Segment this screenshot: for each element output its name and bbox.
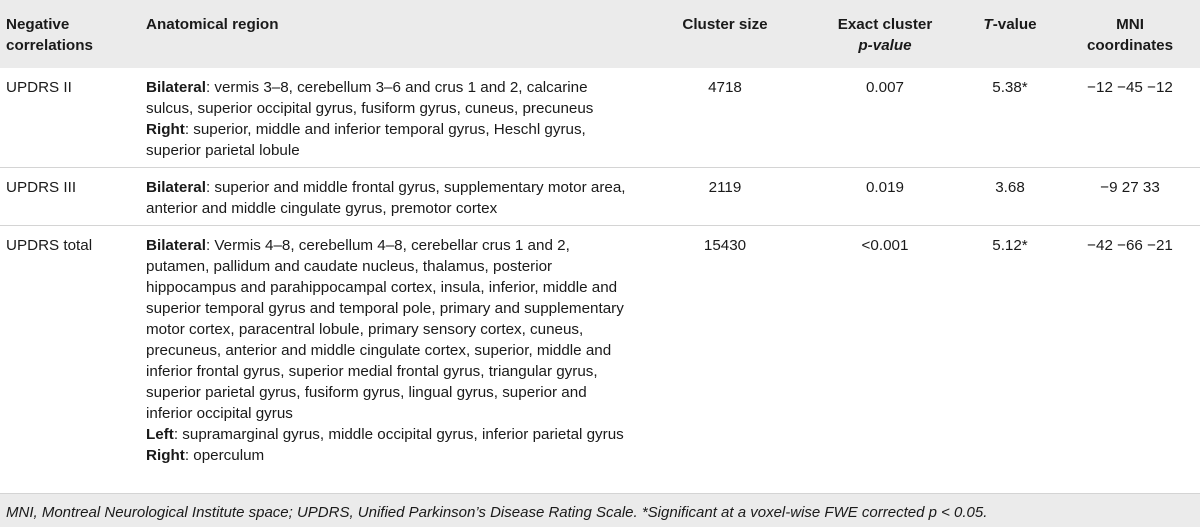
p-value-cell: 0.019 <box>810 168 960 226</box>
region-entry: Bilateral: vermis 3–8, cerebellum 3–6 and crus 1 and 2, calcarine sulcus, superior occipital gyrus, fusiform gyrus, cuneus, precuneus <box>146 79 594 117</box>
region-entry: Bilateral: superior and middle frontal gyrus, supplementary motor area, anterior and middle cingulate gyrus, premotor cortex <box>146 179 626 217</box>
mni-coordinates-cell: −9 27 33 <box>1060 168 1200 226</box>
header-anatomical-region: Anatomical region <box>146 16 279 33</box>
table-header-row <box>0 0 1200 68</box>
row-label: UPDRS total <box>0 226 140 477</box>
p-value-cell: <0.001 <box>810 226 960 477</box>
header-mni-coordinates: MNI coordinates <box>1086 16 1174 54</box>
mni-coordinates-cell: −12 −45 −12 <box>1087 79 1173 96</box>
row-label: UPDRS II <box>6 79 72 96</box>
anatomical-region-cell <box>140 226 640 477</box>
cluster-size-cell: 4718 <box>708 79 742 96</box>
header-cluster-size: Cluster size <box>682 16 768 33</box>
table-footnote <box>0 493 1200 527</box>
row-label: UPDRS III <box>0 168 140 226</box>
cluster-size-cell: 2119 <box>640 168 810 226</box>
region-entry: Left: supramarginal gyrus, middle occipital gyrus, inferior parietal gyrus <box>146 426 624 443</box>
header-negative-correlations: Negative correlations <box>6 16 93 54</box>
table-row <box>0 168 1200 226</box>
footnote-text: MNI, Montreal Neurological Institute space; UPDRS, Unified Parkinson’s Disease Rating Scale. *Significant at a voxel-wise FWE corrected p < 0.05. <box>6 504 988 521</box>
region-entry: Right: superior, middle and inferior temporal gyrus, Heschl gyrus, superior parietal lobule <box>146 121 586 159</box>
table-row <box>0 226 1200 477</box>
cluster-size-cell: 15430 <box>640 226 810 477</box>
anatomical-region-cell <box>140 68 640 168</box>
region-entry: Bilateral: Vermis 4–8, cerebellum 4–8, cerebellar crus 1 and 2, putamen, pallidum and caudate nucleus, thalamus, posterior hippocampus and parahippocampal cortex, insula, inferior, middle and superior temporal gyrus and temporal pole, primary and supplementary motor cortex, paracentral lobule, primary sensory cortex, cuneus, precuneus, anterior and middle cingulate cortex, superior, middle and inferior frontal gyrus, superior medial frontal gyrus, triangular gyrus, superior parietal gyrus, fusiform gyrus, lingual gyrus, superior and inferior occipital gyrus <box>146 237 624 422</box>
mni-coordinates-cell: −42 −66 −21 <box>1060 226 1200 477</box>
t-value-cell: 5.12* <box>960 226 1060 477</box>
header-exact-cluster-p-value: Exact cluster p-value <box>837 16 933 54</box>
anatomical-region-cell <box>140 168 640 226</box>
region-entry: Right: operculum <box>146 447 265 464</box>
table-row <box>0 68 1200 168</box>
table-body <box>0 68 1200 476</box>
t-value-cell: 3.68 <box>960 168 1060 226</box>
t-value-cell: 5.38* <box>992 79 1028 96</box>
header-t-value: T-value <box>983 16 1037 33</box>
p-value-cell: 0.007 <box>865 79 904 96</box>
